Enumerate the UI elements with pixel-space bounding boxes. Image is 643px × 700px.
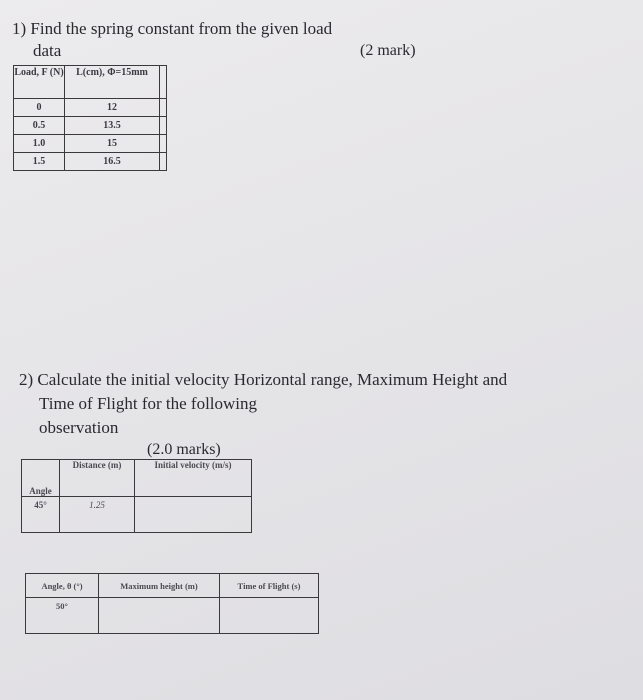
- length-cell: 12: [65, 99, 160, 117]
- blank-cell: [160, 99, 167, 117]
- projectile-height-table: [25, 573, 319, 634]
- blank-cell: [160, 153, 167, 171]
- table-row: [22, 497, 252, 533]
- maximum-height-cell: [99, 598, 220, 634]
- table-row: [14, 135, 167, 153]
- maximum-height-column-header: Maximum height (m): [99, 574, 220, 598]
- initial-velocity-cell: [135, 497, 252, 533]
- angle-theta-column-header: Angle, θ (°): [26, 574, 99, 598]
- q1-marks: (2 mark): [360, 42, 416, 59]
- q2-prompt-line3: observation: [39, 418, 119, 437]
- projectile-velocity-table: [21, 459, 252, 533]
- q2-prompt-line2: Time of Flight for the following: [39, 394, 258, 413]
- load-cell: 1.0: [14, 135, 65, 153]
- time-of-flight-cell: [220, 598, 319, 634]
- table-row: [26, 598, 319, 634]
- load-column-header: Load, F (N): [14, 66, 65, 99]
- load-cell: 0.5: [14, 117, 65, 135]
- length-cell: 16.5: [65, 153, 160, 171]
- table-header-row: [26, 574, 319, 598]
- distance-cell: 1.25: [60, 497, 135, 533]
- blank-cell: [160, 135, 167, 153]
- length-column-header: L(cm), Φ=15mm: [65, 66, 160, 99]
- q2-marks: (2.0 marks): [147, 441, 221, 458]
- angle-theta-cell: 50°: [26, 598, 99, 634]
- q1-prompt-line1: 1) Find the spring constant from the given load: [12, 19, 333, 38]
- length-cell: 15: [65, 135, 160, 153]
- angle-cell: 45°: [22, 497, 60, 533]
- load-cell: 1.5: [14, 153, 65, 171]
- q2-prompt-line1: 2) Calculate the initial velocity Horizontal range, Maximum Height and: [19, 370, 508, 389]
- table-header-row: [22, 460, 252, 497]
- spring-data-table: [13, 65, 167, 171]
- distance-column-header: Distance (m): [60, 460, 135, 497]
- load-cell: 0: [14, 99, 65, 117]
- table-row: [14, 153, 167, 171]
- blank-column: [160, 66, 167, 99]
- angle-column-header: Angle: [22, 460, 60, 497]
- table-row: [14, 99, 167, 117]
- time-of-flight-column-header: Time of Flight (s): [220, 574, 319, 598]
- table-row: [14, 117, 167, 135]
- initial-velocity-column-header: Initial velocity (m/s): [135, 460, 252, 497]
- length-cell: 13.5: [65, 117, 160, 135]
- q1-prompt-line2: data: [33, 41, 62, 60]
- blank-cell: [160, 117, 167, 135]
- table-header-row: [14, 66, 167, 99]
